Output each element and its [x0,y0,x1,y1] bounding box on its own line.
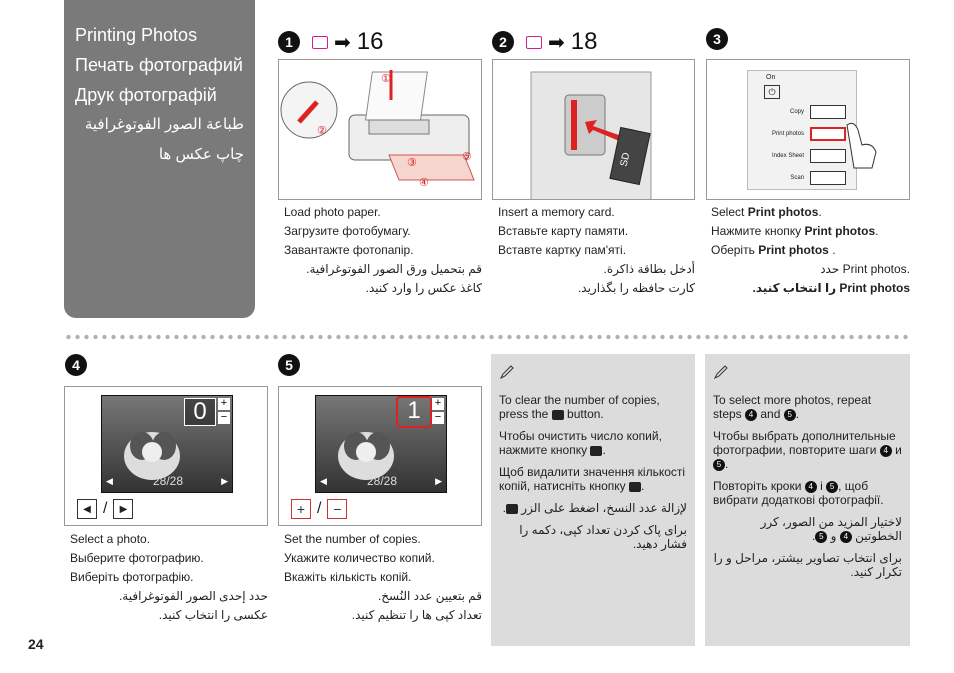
caption-uk-end: . [828,243,836,257]
note-ar-text: لاختيار المزيد من الصور، كرر الخطوتين [760,515,902,543]
caption-ar: قم بتعيين عدد النُسخ. [377,589,482,603]
photo-button-icon [552,410,564,420]
caption-uk: Завантажте фотопапір. [284,243,414,257]
step-1-header [278,28,383,56]
note-clear-copies [491,354,695,646]
note-fa: برای انتخاب تصاویر بیشتر، مراحل و را تکرار کنید. [713,551,902,579]
note-ar: لاختيار المزيد من الصور، كرر الخطوتين 4 و 5. [760,515,902,543]
arrow-right-icon: ➡ [334,31,351,54]
pencil-icon [713,364,729,380]
triangle-left-icon: ◀ [320,476,327,486]
caption-en-bold: Print photos [747,205,819,219]
step-2-caption [498,203,695,298]
svg-text:①: ① [381,73,391,85]
page-reference: 18 [570,28,598,55]
arrow-right-icon: ➡ [548,31,565,54]
note-ru-text: Чтобы очистить число копий, нажмите кнопку [499,429,662,457]
caption-fa: تعداد کپی ها را تنظیم کنید. [351,608,482,622]
svg-text:SD: SD [618,151,633,168]
step-number: 1 [278,31,300,53]
caption-ru: Вставьте карту памяти. [498,224,629,238]
scan-button[interactable] [810,171,846,185]
photo-counter: 28/28 [366,474,398,488]
caption-en: Load photo paper. [284,205,381,219]
step-4-badge: 4 [745,409,757,421]
copies-count: 1 [407,397,421,424]
on-label: On [766,74,776,81]
print-photos-button[interactable] [810,127,846,141]
print-photos-label: Print photos [771,131,804,137]
step-5-badge: 5 [713,459,725,471]
finger-icon [842,120,882,170]
plus-button[interactable]: + [291,499,311,519]
caption-en-end: . [818,205,822,219]
step-number: 5 [278,354,300,376]
section-title-panel [64,0,255,318]
note-uk-text: Щоб видалити значення кількості копій, натисніть кнопку [499,465,686,493]
svg-text:③: ③ [407,157,417,169]
svg-text:⑤: ⑤ [462,151,472,163]
caption-en-pre: Select [711,205,745,219]
note-en-text: To clear the number of copies, press the [499,393,660,421]
caption-fa: عکسی را انتخاب کنید. [158,608,268,622]
printer-illustration [278,59,482,200]
step-1-caption [284,203,482,298]
caption-uk: Вставте картку пам'яті. [498,243,627,257]
note-en-end: button. [567,407,604,421]
book-icon [312,36,328,49]
step-5-badge: 5 [784,409,796,421]
svg-text:②: ② [317,125,327,137]
step-5-caption [284,530,482,625]
copy-label: Copy [789,109,804,115]
caption-ar: قم بتحميل ورق الصور الفوتوغرافية. [306,262,482,276]
caption-fa: کارت حافظه را بگذارید. [577,281,695,295]
minus-button[interactable]: − [327,499,347,519]
title-fa: چاپ عکس ها [158,146,244,163]
title-en: Printing Photos [75,25,198,45]
step-5-header [278,354,300,376]
note-uk [713,479,902,507]
plus-icon: + [432,398,444,410]
caption-ru [711,222,910,241]
caption-ru: Загрузите фотобумагу. [284,224,411,238]
caption-en: Insert a memory card. [498,205,615,219]
caption-uk: Виберіть фотографію. [70,570,194,584]
page-reference: 16 [356,28,384,55]
step-3-header [706,28,728,50]
step-number: 3 [706,28,728,50]
caption-ru-bold: Print photos [804,224,876,238]
caption-uk: Вкажіть кількість копій. [284,570,412,584]
step-4-caption [70,530,268,625]
note-uk-text: Повторіть кроки [713,479,802,493]
caption-ru-end: . [875,224,879,238]
lcd-select-photo [64,386,268,526]
panel-surface [747,70,857,190]
caption-ru: Укажите количество копий. [284,551,435,565]
index-sheet-label: Index Sheet [771,153,804,159]
note-ru: Чтобы выбрать дополнительные фотографии, повторите шаги 4 и 5 . [713,429,902,471]
caption-ar: أدخل بطاقة ذاكرة. [603,262,695,276]
photo-counter: 28/28 [152,474,184,488]
step-2-header [492,28,597,56]
caption-uk-pre: Оберіть [711,243,755,257]
caption-en: Select a photo. [70,532,151,546]
note-ar-text: لإزالة عدد النسخ، اضغط على الزر [521,501,687,515]
triangle-right-icon: ▶ [221,476,228,486]
step-4-badge: 4 [880,445,892,457]
pencil-icon [499,364,515,380]
scan-label: Scan [790,175,804,181]
power-button[interactable]: ⏻ [764,85,780,99]
step-4-badge: 4 [840,531,852,543]
lcd-screen [101,395,233,493]
caption-ar: .Print photos حدد [820,262,910,276]
index-sheet-button[interactable] [810,149,846,163]
plus-icon: + [218,398,230,410]
step-4-badge: 4 [805,481,817,493]
caption-ru-pre: Нажмите кнопку [711,224,802,238]
minus-icon: − [218,412,230,424]
caption-ar: حدد إحدى الصور الفوتوغرافية. [118,589,268,603]
caption-uk-bold: Print photos [758,243,829,257]
note-en: To select more photos, repeat steps 4 and 5 . [713,393,872,421]
step-3-caption [711,203,910,298]
caption-fa: کاغذ عکس را وارد کنید. [365,281,482,295]
step-4-header [65,354,87,376]
note-en [499,393,687,421]
page-number: 24 [28,636,44,652]
note-en-text: To select more photos, repeat steps [713,393,872,421]
note-ru-and: и [895,443,902,457]
note-uk: Щоб видалити значення кількості копій, натисніть кнопку . [499,465,686,493]
step-number: 4 [65,354,87,376]
lcd-set-copies [278,386,482,526]
note-ar: لإزالة عدد النسخ، اضغط على الزر . [502,501,687,515]
note-uk-end: , щоб вибрати додаткові фотографії. [713,479,884,507]
title-ar: طباعة الصور الفوتوغرافية [84,116,244,133]
slash-separator: / [317,500,322,517]
note-en-and: and [760,407,781,421]
caption-fa: Print photos را انتخاب کنید. [752,281,910,295]
slash-separator: / [103,500,108,517]
note-fa: برای پاک کردن تعداد کپی، دکمه را فشار دهید. [519,523,687,551]
triangle-right-icon: ▶ [435,476,442,486]
copy-button[interactable] [810,105,846,119]
lcd-screen [315,395,447,493]
photo-button-icon [506,504,518,514]
minus-icon: − [432,412,444,424]
note-ru: Чтобы очистить число копий, нажмите кнопку . [499,429,662,457]
right-arrow-button[interactable]: ▶ [113,499,133,519]
copies-count: 0 [184,398,216,426]
step-5-badge: 5 [826,481,838,493]
caption-en: Set the number of copies. [284,532,421,546]
title-ru: Печать фотографий [75,55,243,75]
dotted-divider [64,334,910,340]
photo-button-icon [629,482,641,492]
caption-ru: Выберите фотографию. [70,551,204,565]
svg-text:④: ④ [419,177,429,189]
note-ru-text: Чтобы выбрать дополнительные фотографии, повторите шаги [713,429,896,457]
control-panel-illustration [706,59,910,200]
triangle-left-icon: ◀ [106,476,113,486]
left-arrow-button[interactable]: ◀ [77,499,97,519]
book-icon [526,36,542,49]
title-uk: Друк фотографій [75,85,217,105]
step-number: 2 [492,31,514,53]
caption-en [711,203,910,222]
note-uk-and: і [820,479,823,493]
memory-card-illustration [492,59,695,200]
copy-buttons [291,499,347,519]
note-select-more [705,354,910,646]
caption-uk [711,241,910,260]
nav-buttons [77,499,133,519]
photo-button-icon [590,446,602,456]
step-5-badge: 5 [815,531,827,543]
